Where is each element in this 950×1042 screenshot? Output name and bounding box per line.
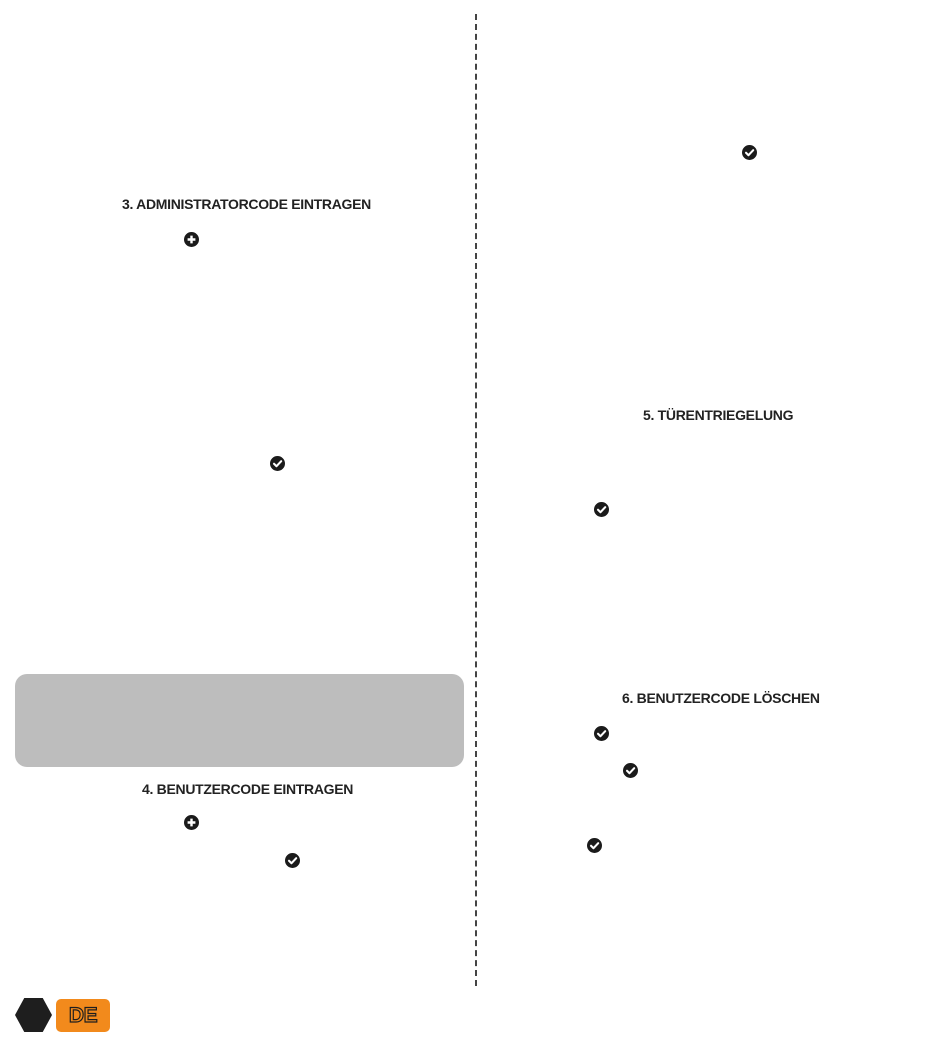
check-circle-icon [285, 853, 300, 868]
plus-circle-icon [184, 232, 199, 247]
plus-circle-icon [184, 815, 199, 830]
check-circle-icon [742, 145, 757, 160]
check-circle-icon [594, 726, 609, 741]
check-circle-icon [270, 456, 285, 471]
language-badge: DE [56, 999, 110, 1032]
check-circle-icon [623, 763, 638, 778]
heading-delete-user-code: 6. BENUTZERCODE LÖSCHEN [622, 690, 820, 706]
note-box [15, 674, 464, 767]
column-divider [475, 14, 477, 986]
heading-door-release: 5. TÜRENTRIEGELUNG [643, 407, 794, 423]
page-number-hexagon [15, 998, 52, 1032]
heading-admin-code: 3. ADMINISTRATORCODE EINTRAGEN [122, 196, 371, 212]
heading-user-code: 4. BENUTZERCODE EINTRAGEN [142, 781, 354, 797]
check-circle-icon [594, 502, 609, 517]
check-circle-icon [587, 838, 602, 853]
